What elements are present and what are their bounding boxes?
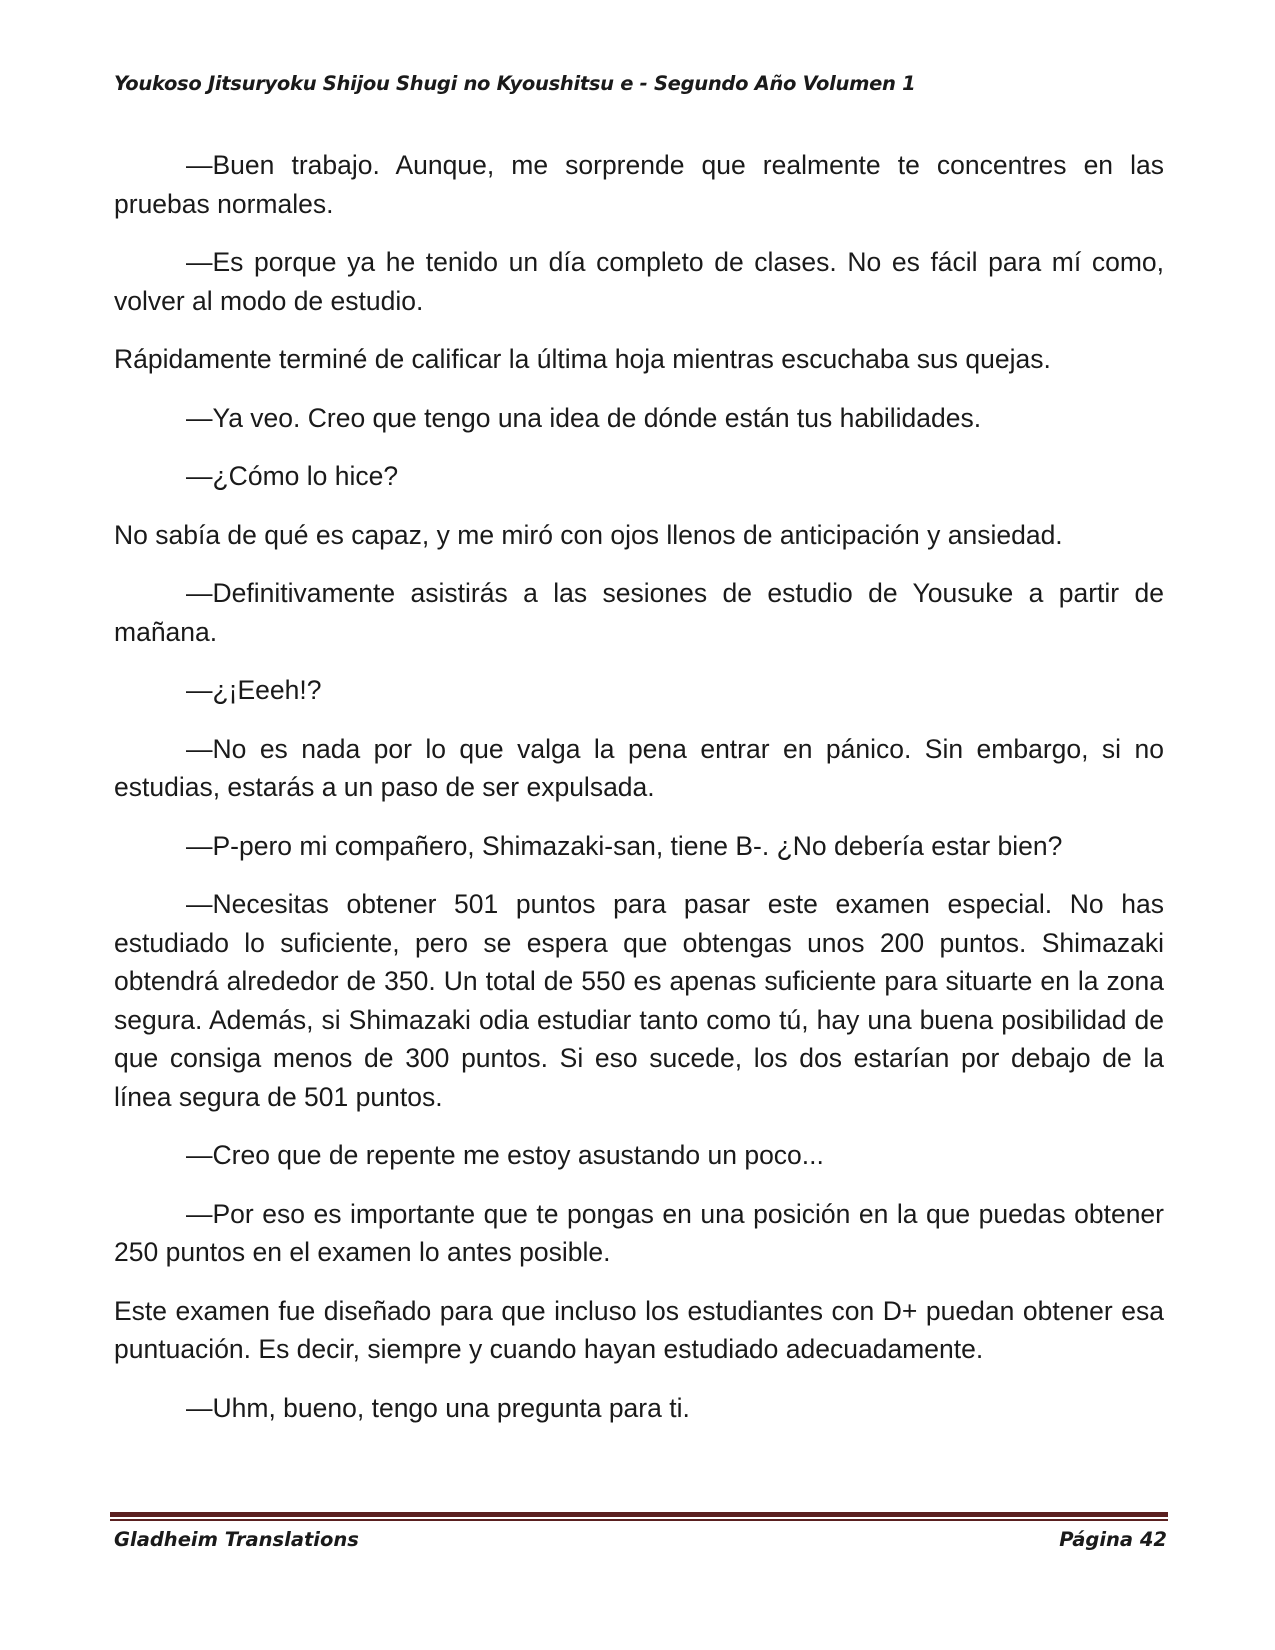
paragraph: —Ya veo. Creo que tengo una idea de dónde están tus habilidades. (186, 402, 982, 433)
paragraph: Rápidamente terminé de calificar la última hoja mientras escuchaba sus quejas. (114, 344, 1051, 374)
paragraph: —Creo que de repente me estoy asustando un poco... (186, 1140, 824, 1170)
paragraph: —P-pero mi compañero, Shimazaki-san, tiene B-. ¿No debería estar bien? (186, 830, 1063, 861)
paragraph: —¿¡Eeeh!? (186, 675, 322, 705)
paragraph: —No es nada por lo que valga la pena entrar en pánico. Sin embargo, si no estudias, estarás a un paso de ser expulsada. (114, 733, 1164, 802)
footer-rule-thick (110, 1512, 1168, 1517)
footer-rule (110, 1512, 1168, 1522)
footer-credit: Gladheim Translations (114, 1528, 359, 1551)
paragraph: —¿Cómo lo hice? (186, 461, 399, 491)
paragraph: —Por eso es importante que te pongas en una posición en la que puedas obtener 250 puntos en el examen lo antes posible. (114, 1198, 1164, 1267)
page-header-title: Youkoso Jitsuryoku Shijou Shugi no Kyoushitsu e - Segundo Año Volumen 1 (114, 72, 916, 95)
paragraph: —Uhm, bueno, tengo una pregunta para ti. (186, 1392, 690, 1423)
body-text (114, 146, 1164, 1447)
paragraph: —Necesitas obtener 501 puntos para pasar este examen especial. No has estudiado lo suficiente, pero se espera que obtengas unos 200 puntos. Shimazaki obtendrá alrededor de 350. Un total de 550 es apenas suficiente para situarte en la zona segura. Además, si Shimazaki odia estudiar tanto como tú, hay una buena posibilidad de que consiga menos de 300 puntos. Si eso sucede, los dos estarían por debajo de la línea segura de 501 puntos. (114, 889, 1164, 1112)
paragraph: Este examen fue diseñado para que incluso los estudiantes con D+ puedan obtener esa puntuación. Es decir, siempre y cuando hayan estudiado adecuadamente. (114, 1295, 1164, 1364)
paragraph: No sabía de qué es capaz, y me miró con ojos llenos de anticipación y ansiedad. (114, 519, 1063, 550)
page-number: Página 42 (1059, 1528, 1167, 1551)
paragraph: —Es porque ya he tenido un día completo de clases. No es fácil para mí como, volver al modo de estudio. (114, 247, 1164, 316)
paragraph: —Buen trabajo. Aunque, me sorprende que realmente te concentres en las pruebas normales. (114, 150, 1164, 219)
paragraph: —Definitivamente asistirás a las sesiones de estudio de Yousuke a partir de mañana. (114, 578, 1164, 647)
footer-rule-thin (110, 1519, 1168, 1521)
